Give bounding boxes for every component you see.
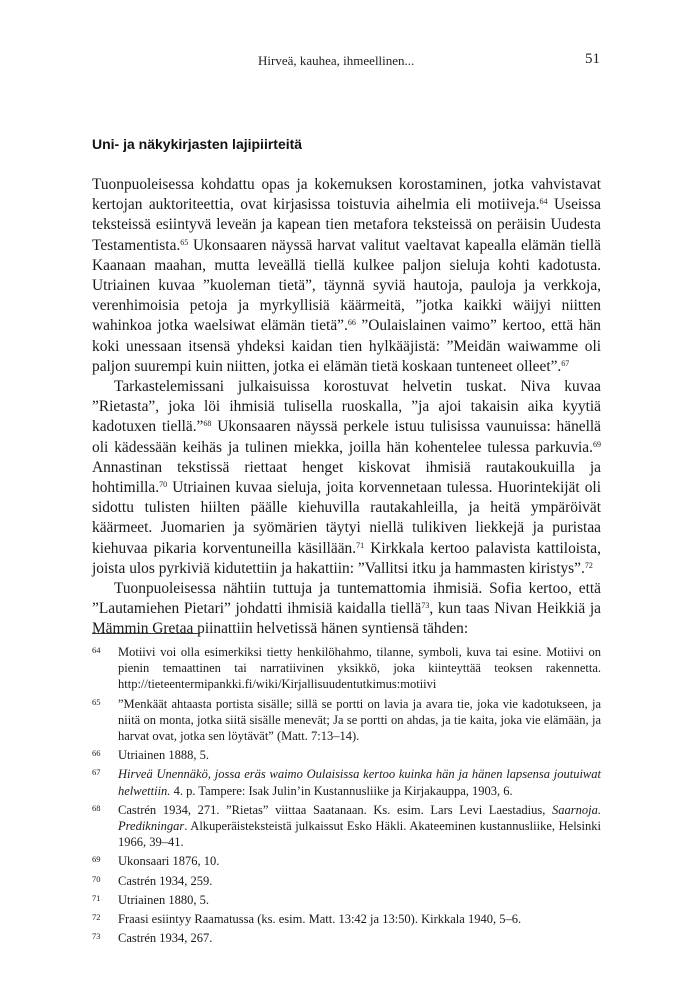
footnote-text: Castrén 1934, 267. xyxy=(118,931,213,946)
running-head: Hirveä, kauhea, ihmeellinen... xyxy=(258,53,415,68)
footnote-ref[interactable]: 68 xyxy=(203,419,212,429)
footnote-title: Hirveä Unennäkö, jossa eräs waimo Oulaisissa kertoo kuinka hän ja hänen lapsensa joutuiwat helwettiin. xyxy=(118,767,601,798)
footnote-number: 73 xyxy=(92,931,101,942)
body-text xyxy=(92,175,601,640)
footnote-number: 72 xyxy=(92,912,101,923)
footnote-number: 69 xyxy=(92,854,101,865)
paragraph-2: Tarkastelemissani julkaisuissa korostuvat helvetin tuskat. Niva kuvaa ”Rietasta”, joka löi ihmisiä tulisella ruoskalla, ”ja ajoi takaisin aika kyytiä kadotuxen tiellä.”$^{68}$ Ukonsaaren näyssä perkele istuu tulisissa vaunuissa: hänellä oli kädessään keihäs ja tulinen miekka, joilla hän kohentelee tulessa parkuvia.$^{69}$ Annastinan tekstissä riettaat henget kiskovat ihmisiä rautakoukuilla ja hohtimilla.$^{70}$ Utriainen kuvaa sieluja, joita korvennetaan tulessa. Huorintekijät oli sidottu tulisten hiilten päälle kiehuvilla rautakahleilla, ja heitä ympäröivät käärmeet. Juomarien ja syömärien täytyi niellä tulikiven liekkejä ja puristaa kiehuvaa pikaria korventuneilla käsillään.$^{71}$ Kirkkala kertoo palavista kattiloista, joista ulos pyrkiviä kidutettiin ja hakattiin: ”Vallitsi itku ja hammasten kiristys”.$^{72}$ xyxy=(92,378,601,577)
footnote xyxy=(92,766,601,798)
footnote xyxy=(92,930,601,946)
footnote-text: Fraasi esiintyy Raamatussa (ks. esim. Matt. 13:42 ja 13:50). Kirkkala 1940, 5–6. xyxy=(118,912,522,927)
footnote-ref[interactable]: 69 xyxy=(593,439,601,449)
footnote xyxy=(92,873,601,889)
footnote-ref[interactable]: 67 xyxy=(561,358,570,368)
footnote-ref[interactable]: 64 xyxy=(539,197,548,207)
footnote-number: 68 xyxy=(92,802,101,813)
footnote xyxy=(92,644,601,693)
footnote-ref[interactable]: 72 xyxy=(584,560,593,570)
footnote-text: Hirveä Unennäkö, jossa eräs waimo Oulaisissa kertoo kuinka hän ja hänen lapsensa joutuiwat helwettiin. 4. p. Tampere: Isak Julin’in Kustannusliike ja Kirjakauppa, 1903, 6. xyxy=(118,767,601,798)
footnote-text: ”Menkäät ahtaasta portista sisälle; sillä se portti on lavia ja avara tie, joka vie kadotukseen, ja niitä on monta, jotka siitä sisälle menevät; Ja se portti on ahdas, ja tie kaita, joka vie elämään, ja harvat ovat, jotka sen löytävät” (Matt. 7:13–14). xyxy=(118,696,601,744)
footnote-ref[interactable]: 70 xyxy=(159,480,168,490)
footnote-number: 64 xyxy=(92,645,101,655)
footnote-number: 70 xyxy=(92,873,101,884)
footnote xyxy=(92,802,601,851)
footnote xyxy=(92,747,601,763)
footnote-text: Ukonsaari 1876, 10. xyxy=(118,854,220,869)
footnote-ref[interactable]: 65 xyxy=(180,237,189,247)
footnote xyxy=(92,911,601,927)
footnote-ref[interactable]: 73 xyxy=(421,601,430,611)
footnote xyxy=(92,892,601,908)
section-heading: Uni- ja näkykirjasten lajipiirteitä xyxy=(92,136,303,152)
footnotes xyxy=(92,644,601,949)
paragraph-1: Tuonpuoleisessa kohdattu opas ja kokemuksen korostaminen, jotka vahvistavat kertojan auktoriteettia, ovat kirjasissa toistuvia aihelmia eli motiiveja.$^{64}$ Useissa teksteissä esiintyvä leveän ja kapean tien metafora teksteissä on peräisin Uudesta Testamentista.$^{65}$ Ukonsaaren näyssä harvat valitut vaeltavat kapealla elämän tiellä Kaanaan maahan, mutta leveällä tiellä kulkee paljon sieluja kohti kadotusta. Utriainen kuvaa ”kuoleman tietä”, täynnä syviä hautoja, pauloja ja verkkoja, verenhimoisia petoja ja myrkyllisiä käärmeitä, ”jotka kaikki wäijyi niitten wahinkoa jotka waelsiwat elämän tietä”.$^{66}$ ”Oulaislainen vaimo” kertoo, että hän koki unessaan itsensä yhdeksi kaidan tien hylkääjistä: ”Meidän waiwamme oli paljon suurempi kuin niitten, jotka ei elämän tietä koskaan tunteneet olleet”.$^{67}$ xyxy=(92,176,601,375)
footnote-number: 71 xyxy=(92,892,101,903)
footnote-number: 67 xyxy=(92,767,101,778)
footnote-number: 66 xyxy=(92,748,101,759)
paragraph-3: Tuonpuoleisessa nähtiin tuttuja ja tuntemattomia ihmisiä. Sofia kertoo, että ”Lautamiehen Pietari” johdatti ihmisiä kaidalla tiellä$^{73}$, kun taas Nivan Heikkiä ja Mämmin Gretaa piinattiin helvetissä hänen syntiensä tähden: xyxy=(92,580,601,638)
footnote xyxy=(92,696,601,745)
footnote-ref[interactable]: 71 xyxy=(356,540,365,550)
footnote-text: Castrén 1934, 271. ”Rietas” viittaa Saatanaan. Ks. esim. Lars Levi Laestadius, Saarnoja. Predikningar. Alkuperäisteksteistä julkaissut Esko Häkli. Akateeminen kustannusliike, Helsinki 1966, 39–41. xyxy=(118,802,601,850)
footnote-text: Motiivi voi olla esimerkiksi tietty henkilöhahmo, tilanne, symboli, kuva tai esine. Motiivi on pienin temaattinen tai narratiivinen yksikkö, joka kiinteyttää teoksen rakennetta. http://tieteentermipankki.fi/wiki/Kirjallisuudentutkimus:motiivi xyxy=(118,645,601,692)
footnote-ref[interactable]: 66 xyxy=(347,318,356,328)
page-number: 51 xyxy=(585,51,600,67)
footnote-number: 65 xyxy=(92,696,101,707)
footnote-divider xyxy=(92,633,200,634)
footnote-text: Castrén 1934, 259. xyxy=(118,873,213,888)
footnote-text: Utriainen 1888, 5. xyxy=(118,748,209,763)
footnote-title: Saarnoja. Predikningar xyxy=(118,802,601,834)
footnote-text: Utriainen 1880, 5. xyxy=(118,892,209,907)
footnote xyxy=(92,853,601,869)
